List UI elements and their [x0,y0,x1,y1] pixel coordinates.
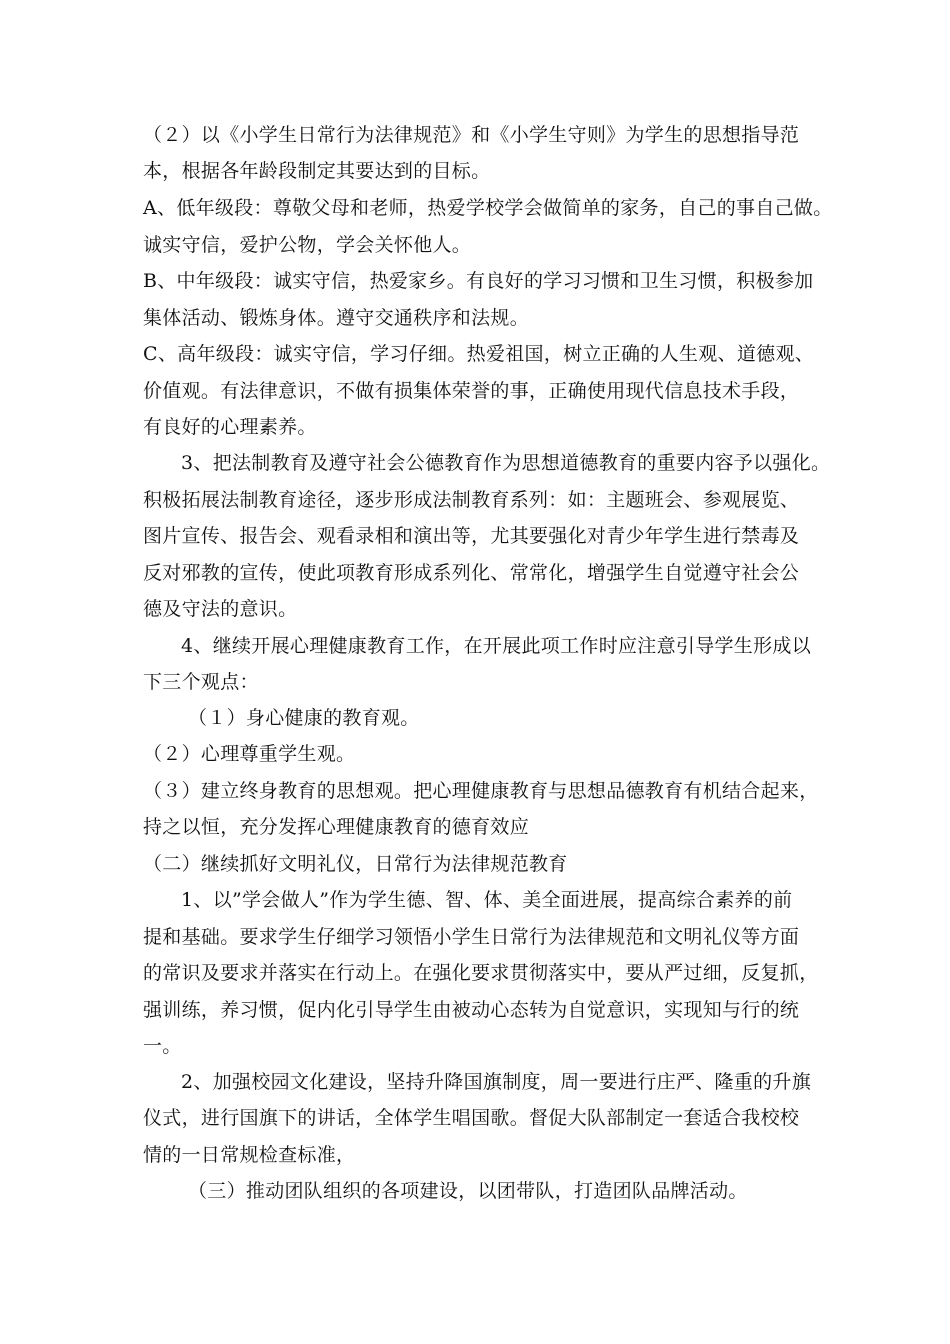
text-line: 一。 [143,1035,182,1057]
text-line: 本，根据各年龄段制定其要达到的目标。 [143,160,491,182]
text-line: 反对邪教的宣传，使此项教育形成系列化、常常化，增强学生自觉遵守社会公 [143,562,800,584]
text-line: B、中年级段：诚实守信，热爱家乡。有良好的学习习惯和卫生习惯，积极参加 [143,270,814,292]
text-line: （１）身心健康的教育观。 [188,707,420,729]
text-line: 3、把法制教育及遵守社会公德教育作为思想道德教育的重要内容予以强化。 [181,452,831,474]
text-line: 强训练，养习惯，促内化引导学生由被动心态转为自觉意识，实现知与行的统 [143,999,800,1021]
text-line: 仪式，进行国旗下的讲话，全体学生唱国歌。督促大队部制定一套适合我校校 [143,1107,800,1129]
text-line: A、低年级段：尊敬父母和老师，热爱学校学会做简单的家务，自己的事自己做。 [143,197,833,219]
text-line: 提和基础。要求学生仔细学习领悟小学生日常行为法律规范和文明礼仪等方面 [143,926,800,948]
text-line: 情的一日常规检查标准， [143,1144,356,1166]
text-line: （２）以《小学生日常行为法律规范》和《小学生守则》为学生的思想指导范 [143,124,800,146]
text-line: 的常识及要求并落实在行动上。在强化要求贯彻落实中，要从严过细，反复抓， [143,962,819,984]
text-line: 2、加强校园文化建设，坚持升降国旗制度，周一要进行庄严、隆重的升旗 [181,1071,811,1093]
text-line: 诚实守信，爱护公物，学会关怀他人。 [143,234,472,256]
text-line: 有良好的心理素养。 [143,416,317,438]
text-line: （３）建立终身教育的思想观。把心理健康教育与思想品德教育有机结合起来， [143,780,819,802]
text-line: 德及守法的意识。 [143,598,298,620]
text-line: 价值观。有法律意识，不做有损集体荣誉的事，正确使用现代信息技术手段， [143,380,800,402]
text-line: 持之以恒，充分发挥心理健康教育的德育效应 [143,816,530,838]
text-line: 1、以”学会做人”作为学生德、智、体、美全面进展，提高综合素养的前 [181,889,793,911]
text-line: 下三个观点： [143,671,259,693]
section-heading: （三）推动团队组织的各项建设，以团带队，打造团队品牌活动。 [188,1180,748,1202]
text-line: （２）心理尊重学生观。 [143,743,356,765]
text-line: C、高年级段：诚实守信，学习仔细。热爱祖国，树立正确的人生观、道德观、 [143,343,815,365]
text-line: 积极拓展法制教育途径，逐步形成法制教育系列：如：主题班会、参观展览、 [143,489,800,511]
section-heading: （二）继续抓好文明礼仪，日常行为法律规范教育 [143,853,568,875]
text-line: 图片宣传、报告会、观看录相和演出等，尤其要强化对青少年学生进行禁毒及 [143,525,800,547]
text-line: 4、继续开展心理健康教育工作，在开展此项工作时应注意引导学生形成以 [181,635,811,657]
text-line: 集体活动、锻炼身体。遵守交通秩序和法规。 [143,307,530,329]
